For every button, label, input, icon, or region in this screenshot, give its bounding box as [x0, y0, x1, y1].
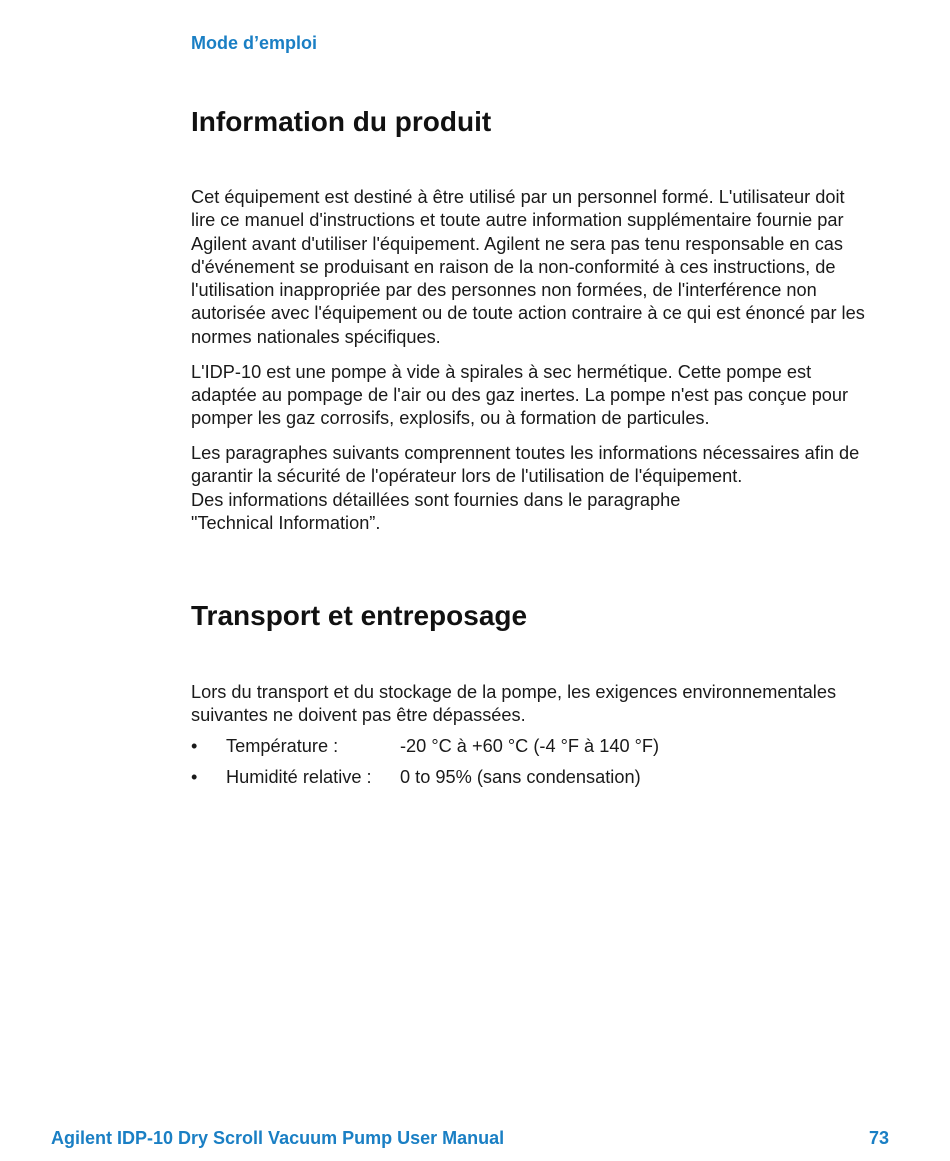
page-number: 73	[868, 1128, 889, 1148]
text-line: garantir la sécurité de l'opérateur lors de l'utilisation de l'équipement.	[191, 466, 743, 487]
section-title-product-information: Information du produit	[191, 106, 492, 137]
text-line: Lors du transport et du stockage de la pompe, les exigences environnementales	[191, 682, 837, 702]
paragraph-pump-description	[191, 361, 903, 431]
text-line: l'utilisation inappropriée par des personnes non formées, de l'interférence non	[191, 280, 817, 301]
requirement-value: 0 to 95% (sans condensation)	[400, 766, 641, 787]
requirement-label: Température :	[226, 736, 339, 756]
bullet-icon: •	[191, 736, 198, 756]
list-item-temperature	[191, 735, 903, 766]
environment-requirements-list	[191, 735, 903, 796]
product-information-body	[191, 186, 903, 535]
bullet-icon: •	[191, 766, 198, 787]
text-line: L'IDP-10 est une pompe à vide à spirales à sec hermétique. Cette pompe est	[191, 361, 812, 382]
text-line: autorisée avec l'équipement ou de toute action contraire à ce qui est énoncé par les	[191, 303, 865, 324]
text-line: lire ce manuel d'instructions et toute autre information supplémentaire fournie par	[191, 210, 844, 231]
text-line: d'événement se produisant en raison de la non-conformité à ces instructions, de	[191, 256, 836, 277]
text-line: pomper les gaz corrosifs, explosifs, ou à formation de particules.	[191, 408, 710, 429]
transport-storage-intro	[191, 681, 903, 728]
running-header: Mode d’emploi	[191, 33, 317, 53]
requirement-value: -20 °C à +60 °C (-4 °F à 140 °F)	[400, 736, 660, 756]
text-line: "Technical Information”.	[191, 513, 381, 534]
text-line: Agilent avant d'utiliser l'équipement. Agilent ne sera pas tenu responsable en cas	[191, 233, 844, 254]
requirement-label: Humidité relative :	[226, 766, 372, 787]
text-line: Cet équipement est destiné à être utilisé par un personnel formé. L'utilisateur doit	[191, 187, 845, 207]
list-item-humidity	[191, 766, 903, 797]
text-line: suivantes ne doivent pas être dépassées.	[191, 705, 526, 726]
paragraph-transport-intro	[191, 681, 903, 728]
text-line: Des informations détaillées sont fournies dans le paragraphe	[191, 489, 681, 510]
text-line: normes nationales spécifiques.	[191, 326, 441, 347]
footer-document-title: Agilent IDP-10 Dry Scroll Vacuum Pump User Manual	[51, 1128, 505, 1148]
paragraph-safety-reference	[191, 442, 903, 535]
text-line: Les paragraphes suivants comprennent toutes les informations nécessaires afin de	[191, 443, 860, 464]
section-title-transport-storage: Transport et entreposage	[191, 600, 528, 631]
paragraph-intended-use	[191, 186, 903, 349]
text-line: adaptée au pompage de l'air ou des gaz inertes. La pompe n'est pas conçue pour	[191, 384, 849, 405]
